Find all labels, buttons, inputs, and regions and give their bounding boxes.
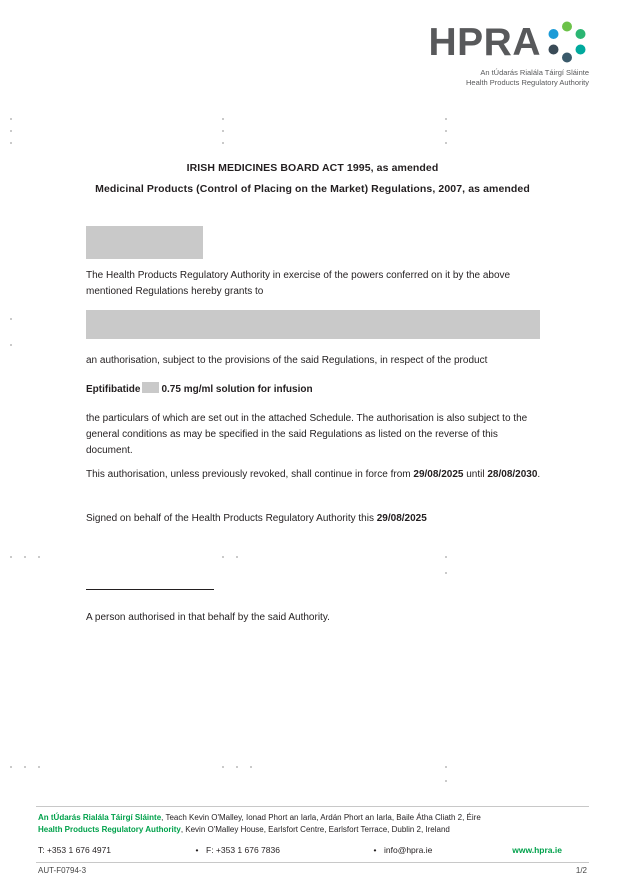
force-date-from: 29/08/2025 xyxy=(413,469,464,480)
page-number: 1/2 xyxy=(575,866,587,875)
redacted-block-holder xyxy=(86,310,540,339)
hpra-wordmark: HPRA xyxy=(428,21,541,64)
footer-divider-top xyxy=(36,806,589,807)
scan-speck xyxy=(10,318,12,320)
footer-contact-row xyxy=(38,845,562,855)
footer-telephone: T: +353 1 676 4971 xyxy=(38,845,112,855)
signed-prefix: Signed on behalf of the Health Products Regulatory Authority this xyxy=(86,513,377,524)
scan-speck xyxy=(222,118,224,120)
hpra-logo xyxy=(428,22,589,88)
force-suffix: . xyxy=(537,469,541,480)
footer-org-english: Health Products Regulatory Authority xyxy=(38,825,181,834)
scan-speck xyxy=(250,766,252,768)
product-strength: 0.75 mg/ml solution for infusion xyxy=(161,384,313,395)
redacted-block-reference xyxy=(86,226,203,259)
logo-subtitle xyxy=(428,68,589,88)
scan-speck xyxy=(10,556,12,558)
signature-line xyxy=(86,589,214,590)
signed-paragraph xyxy=(86,511,542,527)
scan-speck xyxy=(24,766,26,768)
logo-subtitle-english: Health Products Regulatory Authority xyxy=(466,78,589,87)
signed-date: 29/08/2025 xyxy=(376,513,427,524)
footer-address-irish-text: , Teach Kevin O'Malley, Ionad Phort an Iarla, Ardán Phort an Iarla, Baile Átha Cliath 2, Éire xyxy=(161,813,481,822)
scan-speck xyxy=(10,766,12,768)
force-middle: until xyxy=(463,469,488,480)
scan-speck xyxy=(236,556,238,558)
scan-speck xyxy=(222,766,224,768)
scan-speck xyxy=(10,142,12,144)
scan-speck xyxy=(38,556,40,558)
scan-speck xyxy=(445,780,447,782)
scan-speck xyxy=(24,556,26,558)
schedule-paragraph: the particulars of which are set out in the attached Schedule. The authorisation is also subject to the general conditions as may be specified in the said Regulations as listed on the reverse of this document. xyxy=(86,413,528,456)
footer-org-irish: An tÚdarás Rialála Táirgí Sláinte xyxy=(38,813,162,822)
footer-separator-dot: • xyxy=(373,845,377,855)
scan-speck xyxy=(222,142,224,144)
footer-email[interactable]: info@hpra.ie xyxy=(384,845,433,855)
footer-divider-bottom xyxy=(36,862,589,863)
footer-address-english-text: , Kevin O'Malley House, Earlsfort Centre, Earlsfort Terrace, Dublin 2, Ireland xyxy=(180,825,450,834)
document-code: AUT-F0794-3 xyxy=(38,866,87,875)
authorisation-paragraph: an authorisation, subject to the provisions of the said Regulations, in respect of the product xyxy=(86,355,488,366)
scan-speck xyxy=(445,130,447,132)
footer-separator-dot: • xyxy=(195,845,199,855)
footer-address-english xyxy=(38,824,598,836)
scan-speck xyxy=(445,142,447,144)
hpra-hexagon-icon xyxy=(545,20,589,64)
scan-speck xyxy=(445,572,447,574)
regulations-title: Medicinal Products (Control of Placing on the Market) Regulations, 2007, as amended xyxy=(95,183,530,195)
act-title: IRISH MEDICINES BOARD ACT 1995, as amended xyxy=(186,162,439,174)
logo-subtitle-irish: An tÚdarás Rialála Táirgí Sláinte xyxy=(480,68,589,77)
footer-website[interactable]: www.hpra.ie xyxy=(512,845,562,855)
person-authorised-text: A person authorised in that behalf by the said Authority. xyxy=(86,612,330,623)
force-prefix: This authorisation, unless previously revoked, shall continue in force from xyxy=(86,469,414,480)
scan-speck xyxy=(445,766,447,768)
footer-address-irish xyxy=(38,812,598,824)
scan-speck xyxy=(10,344,12,346)
force-date-to: 28/08/2030 xyxy=(487,469,538,480)
scan-speck xyxy=(445,556,447,558)
force-paragraph xyxy=(86,467,542,483)
scan-speck xyxy=(38,766,40,768)
scan-speck xyxy=(222,556,224,558)
logo-row xyxy=(428,22,589,64)
footer-fax: F: +353 1 676 7836 xyxy=(206,845,280,855)
scan-speck xyxy=(236,766,238,768)
grants-paragraph: The Health Products Regulatory Authority in exercise of the powers conferred on it by the above mentioned Regulations hereby grants to xyxy=(86,270,511,297)
scan-speck xyxy=(10,118,12,120)
product-name: Eptifibatide xyxy=(86,384,141,395)
scan-speck xyxy=(445,118,447,120)
scan-speck xyxy=(10,130,12,132)
product-line xyxy=(86,382,542,398)
scan-speck xyxy=(222,130,224,132)
redacted-block-inline xyxy=(142,382,159,393)
